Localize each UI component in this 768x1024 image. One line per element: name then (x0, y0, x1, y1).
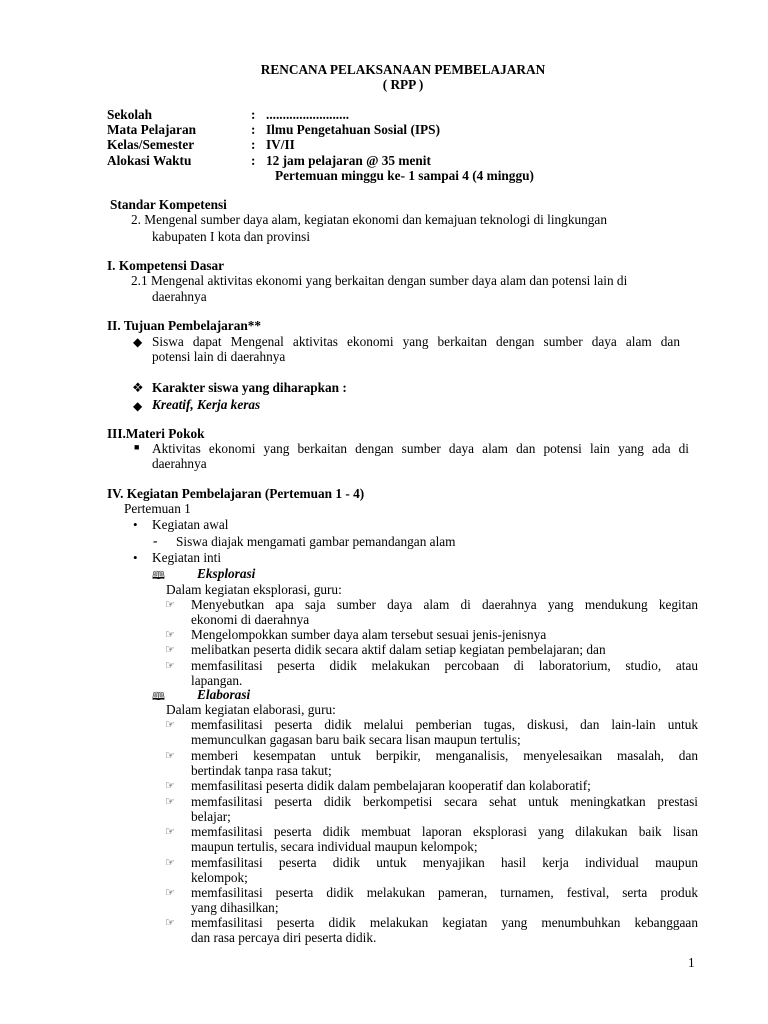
elaborasi-title: Elaborasi (197, 687, 251, 702)
round-bullet-icon: • (133, 550, 138, 565)
elaborasi-item: belajar; (191, 809, 231, 824)
identity-label: Alokasi Waktu (107, 153, 192, 168)
materi-line: daerahnya (152, 456, 207, 471)
pointing-hand-icon: ☞ (165, 916, 175, 929)
elaborasi-item: memfasilitasi peserta didik berkompetisi secara sehat untuk meningkatkan prestasi (191, 794, 698, 809)
kegiatan-awal-item: Siswa diajak mengamati gambar pemandangan alam (176, 534, 456, 549)
document-title: RENCANA PELAKSANAAN PEMBELAJARAN (260, 62, 546, 77)
identity-value: Ilmu Pengetahuan Sosial (IPS) (266, 122, 440, 137)
diamond-bullet-icon: ◆ (133, 399, 143, 413)
elaborasi-item: dan rasa percaya diri peserta didik. (191, 930, 377, 945)
identity-separator: : (251, 122, 256, 137)
elaborasi-item: memfasilitasi peserta didik membuat laporan eksplorasi yang dilakukan baik lisan (191, 824, 698, 839)
square-bullet-icon: ■ (134, 442, 140, 452)
elaborasi-item: bertindak tanpa rasa takut; (191, 763, 332, 778)
tujuan-line: Siswa dapat Mengenal aktivitas ekonomi yang berkaitan dengan sumber daya alam dan (152, 334, 680, 349)
elaborasi-item: memunculkan gagasan baru baik secara lisan maupun tertulis; (191, 732, 521, 747)
tujuan-heading: II. Tujuan Pembelajaran** (107, 318, 262, 333)
elaborasi-item: kelompok; (191, 870, 248, 885)
identity-label: Kelas/Semester (107, 137, 195, 152)
kegiatan-awal-label: Kegiatan awal (152, 517, 229, 532)
eksplorasi-item: lapangan. (191, 673, 243, 688)
elaborasi-item: memfasilitasi peserta didik untuk menyajikan hasil kerja individual maupun (191, 855, 698, 870)
eksplorasi-item: ekonomi di daerahnya (191, 612, 310, 627)
identity-separator: : (251, 137, 256, 152)
materi-heading: III.Materi Pokok (107, 426, 205, 441)
pointing-hand-icon: ☞ (165, 825, 175, 838)
standar-line: 2. Mengenal sumber daya alam, kegiatan ekonomi dan kemajuan teknologi di lingkungan (131, 212, 607, 227)
eksplorasi-intro: Dalam kegiatan eksplorasi, guru: (166, 582, 342, 597)
elaborasi-item: memfasilitasi peserta didik melakukan pameran, turnamen, festival, serta produk (191, 885, 698, 900)
pointing-hand-icon: ☞ (165, 779, 175, 792)
kegiatan-inti-label: Kegiatan inti (152, 550, 222, 565)
kd-heading: I. Kompetensi Dasar (107, 258, 225, 273)
pointing-hand-icon: ☞ (165, 598, 175, 611)
pointing-hand-icon: ☞ (165, 795, 175, 808)
kd-line: 2.1 Mengenal aktivitas ekonomi yang berkaitan dengan sumber daya alam dan potensi lain di (131, 273, 628, 288)
open-book-icon: 🕮 (152, 569, 164, 582)
identity-label: Mata Pelajaran (107, 122, 196, 137)
kegiatan-heading: IV. Kegiatan Pembelajaran (Pertemuan 1 - 4) (107, 486, 365, 501)
elaborasi-item: memfasilitasi peserta didik dalam pembelajaran kooperatif dan kolaboratif; (191, 778, 591, 793)
pertemuan-info: Pertemuan minggu ke- 1 sampai 4 (4 minggu) (275, 168, 534, 183)
round-bullet-icon: • (133, 517, 138, 532)
pointing-hand-icon: ☞ (165, 886, 175, 899)
karakter-value: Kreatif, Kerja keras (152, 397, 261, 412)
diamond-bullet-icon: ◆ (133, 335, 143, 349)
pointing-hand-icon: ☞ (165, 718, 175, 731)
pointing-hand-icon: ☞ (165, 749, 175, 762)
eksplorasi-item: Mengelompokkan sumber daya alam tersebut sesuai jenis-jenisnya (191, 627, 547, 642)
elaborasi-item: yang dihasilkan; (191, 900, 279, 915)
four-diamond-bullet-icon: ❖ (132, 380, 144, 395)
eksplorasi-item: memfasilitasi peserta didik melakukan percobaan di laboratorium, studio, atau (191, 658, 698, 673)
eksplorasi-item: melibatkan peserta didik secara aktif dalam setiap kegiatan pembelajaran; dan (191, 642, 606, 657)
elaborasi-item: maupun tertulis, secara individual maupun kelompok; (191, 839, 478, 854)
open-book-icon: 🕮 (152, 690, 164, 703)
kd-line: daerahnya (152, 289, 207, 304)
elaborasi-item: memberi kesempatan untuk berpikir, menganalisis, menyelesaikan masalah, dan (191, 748, 698, 763)
dash-bullet-icon: - (153, 533, 158, 548)
materi-line: Aktivitas ekonomi yang berkaitan dengan sumber daya alam dan potensi lain yang ada di (152, 441, 689, 456)
karakter-heading: Karakter siswa yang diharapkan : (152, 380, 347, 395)
elaborasi-item: memfasilitasi peserta didik melakukan kegiatan yang menumbuhkan kebanggaan (191, 915, 698, 930)
elaborasi-intro: Dalam kegiatan elaborasi, guru: (166, 702, 336, 717)
pointing-hand-icon: ☞ (165, 643, 175, 656)
standar-line: kabupaten I kota dan provinsi (152, 229, 311, 244)
document-subtitle: ( RPP ) (382, 77, 424, 92)
pointing-hand-icon: ☞ (165, 628, 175, 641)
eksplorasi-title: Eksplorasi (197, 566, 256, 581)
pointing-hand-icon: ☞ (165, 659, 175, 672)
page-number: 1 (688, 955, 695, 970)
identity-value: IV/II (266, 137, 295, 152)
eksplorasi-item: Menyebutkan apa saja sumber daya alam di daerahnya yang mendukung kegitan (191, 597, 698, 612)
identity-value: 12 jam pelajaran @ 35 menit (266, 153, 431, 168)
identity-value: ......................... (266, 107, 350, 122)
identity-separator: : (251, 153, 256, 168)
pointing-hand-icon: ☞ (165, 856, 175, 869)
pertemuan-label: Pertemuan 1 (124, 501, 191, 516)
identity-label: Sekolah (107, 107, 153, 122)
identity-separator: : (251, 107, 256, 122)
standar-heading: Standar Kompetensi (110, 197, 227, 212)
elaborasi-item: memfasilitasi peserta didik melalui pemberian tugas, diskusi, dan lain-lain untuk (191, 717, 698, 732)
tujuan-line: potensi lain di daerahnya (152, 349, 286, 364)
